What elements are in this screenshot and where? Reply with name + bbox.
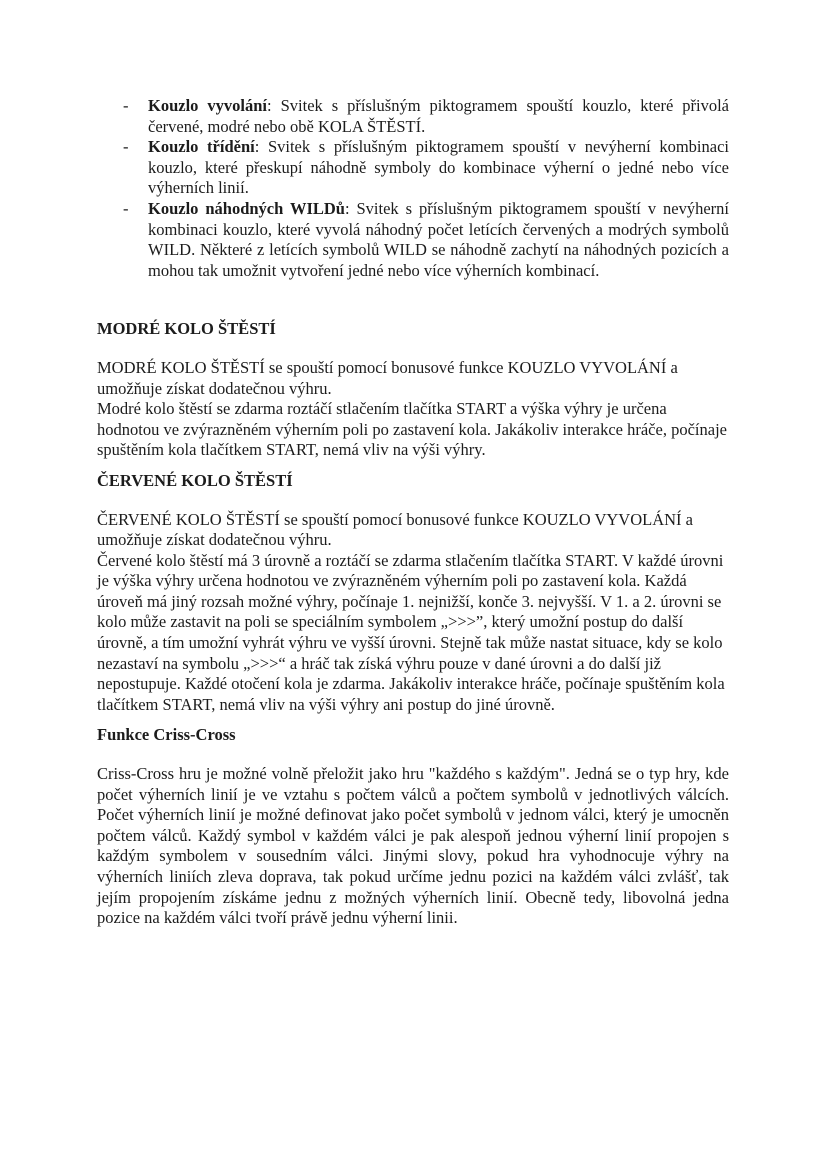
bullet-text xyxy=(148,199,729,280)
bullet-term: Kouzlo vyvolání xyxy=(148,96,268,115)
section-heading-cervene-kolo-stesti: ČERVENÉ KOLO ŠTĚSTÍ xyxy=(97,470,293,490)
section-heading-modre-kolo-stesti: MODRÉ KOLO ŠTĚSTÍ xyxy=(97,319,276,339)
bullet-marker: - xyxy=(123,198,129,218)
bullet-marker: - xyxy=(123,96,129,115)
list-item-kouzlo-vyvolani xyxy=(97,96,729,137)
bullet-marker: - xyxy=(123,137,129,157)
bullet-body: : Svitek s příslušným piktogramem spouští v nevýherní kombinaci kouzlo, které přeskupí náhodně symboly do kombinace výherní o jedné nebo více výherních linií. xyxy=(148,137,729,198)
page-content xyxy=(97,96,729,929)
list-item-kouzlo-trideni xyxy=(97,137,729,199)
section-heading-funkce-criss-cross: Funkce Criss-Cross xyxy=(97,725,236,745)
section-modre-kolo-stesti xyxy=(97,319,729,461)
bullet-text xyxy=(148,96,729,136)
paragraph: MODRÉ KOLO ŠTĚSTÍ se spouští pomocí bonusové funkce KOUZLO VYVOLÁNÍ a umožňuje získat dodatečnou výhru. xyxy=(97,357,678,398)
section-cervene-kolo-stesti xyxy=(97,471,729,716)
section-funkce-criss-cross xyxy=(97,725,729,928)
paragraph: Modré kolo štěstí se zdarma roztáčí stlačením tlačítka START a výška výhry je určena hodnotou ve zvýrazněném výherním poli po zastavení kola. Jakákoliv interakce hráče, počínaje spuštěním kola tlačítkem START, nemá vliv na výši výhry. xyxy=(97,399,727,460)
bullet-body: : Svitek s příslušným piktogramem spouští kouzlo, které přivolá červené, modré nebo obě KOLA ŠTĚSTÍ. xyxy=(148,96,729,136)
bullet-term: Kouzlo náhodných WILDů xyxy=(148,198,345,218)
paragraph: Criss-Cross hru je možné volně přeložit jako hru "každého s každým". Jedná se o typ hry, kde počet výherních linií je ve vztahu s počtem válců a počtem symbolů v jednotlivých válcích. Počet výherních linií je možné definovat jako počet symbolů v jednom válci, který je umocněn počtem válců. Každý symbol v každém válci je pak alespoň jednou výherní linií propojen s každým symbolem v sousedním válci. Jinými slovy, pokud hra vyhodnocuje výhry na výherních liniích zleva doprava, tak pokud určíme jednu pozici na každém válci zvlášť, tak jejím propojením získáme jednu z možných výherních linií. Obecně tedy, libovolná jedna pozice na každém válci tvoří právě jednu výherní linii. xyxy=(97,764,729,928)
bullet-list xyxy=(97,96,729,281)
list-item-kouzlo-nahodnych-wildu xyxy=(97,199,729,281)
bullet-text xyxy=(148,137,729,197)
bullet-term: Kouzlo třídění xyxy=(148,137,255,157)
paragraph: ČERVENÉ KOLO ŠTĚSTÍ se spouští pomocí bonusové funkce KOUZLO VYVOLÁNÍ a umožňuje získat dodatečnou výhru. xyxy=(97,509,693,550)
paragraph: Červené kolo štěstí má 3 úrovně a roztáčí se zdarma stlačením tlačítka START. V každé úrovni je výška výhry určena hodnotou ve zvýrazněném výherním poli po zastavení kola. Každá úroveň má jiný rozsah možné výhry, počínaje 1. nejnižší, konče 3. nejvyšší. V 1. a 2. úrovni se kolo může zastavit na poli se speciálním symbolem „>>>”, který umožní postup do další úrovně, a tím umožní vyhrát výhru ve vyšší úrovni. Stejně tak může nastat situace, kdy se kolo nezastaví na symbolu „>>>“ a hráč tak získá výhru pouze v dané úrovni a do další již nepostupuje. Každé otočení kola je zdarma. Jakákoliv interakce hráče, počínaje spuštěním kola tlačítkem START, nemá vliv na výši výhry ani postup do jiné úrovně. xyxy=(97,550,725,714)
bullet-body: : Svitek s příslušným piktogramem spouští v nevýherní kombinaci kouzlo, které vyvolá náhodný počet letících červených a modrých symbolů WILD. Některé z letících symbolů WILD se náhodně zachytí na náhodných pozicích a mohou tak umožnit vytvoření jedné nebo více výherních kombinací. xyxy=(148,198,729,280)
